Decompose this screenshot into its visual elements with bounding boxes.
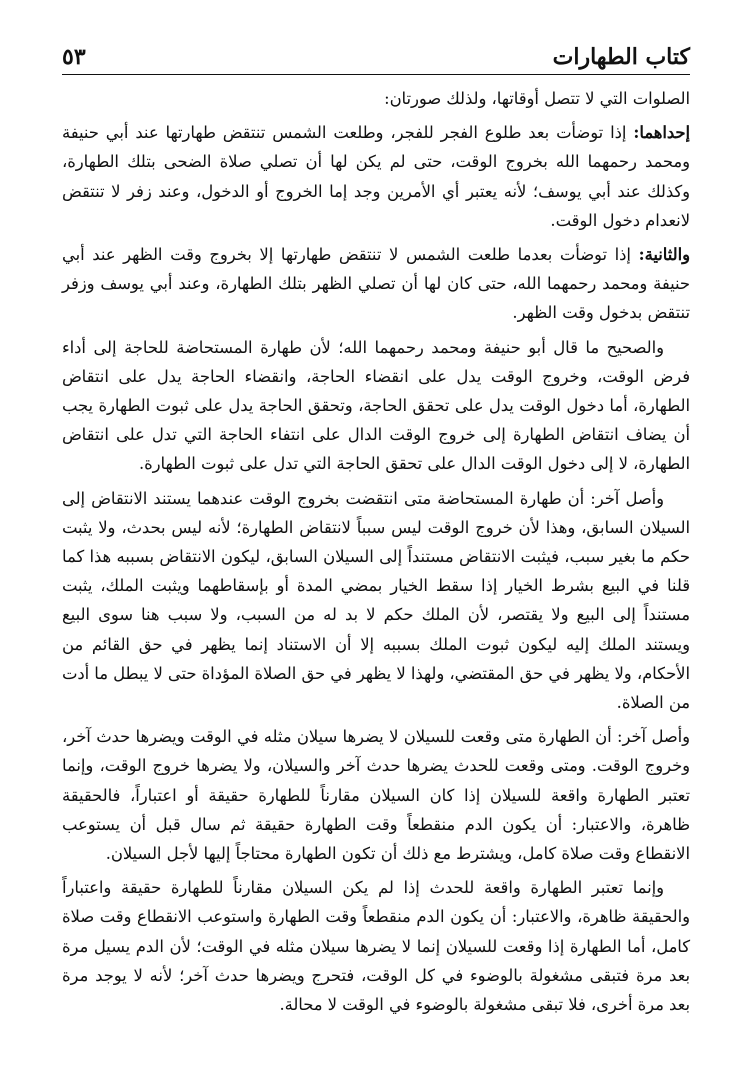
page-number: ٥٣ bbox=[62, 44, 86, 70]
paragraph-intro bbox=[62, 84, 690, 113]
paragraph-text: إذا توضأت بعد طلوع الفجر للفجر، وطلعت الشمس تنتقض طهارتها عند أبي حنيفة ومحمد رحمهما الله بخروج الوقت، حتى لم يكن لها أن تصلي صلاة الضحى بتلك الطهارة، وكذلك عند أبي يوسف؛ لأنه يعتبر أي الأمرين وجد إما الخروج أو الدخول، وعند زفر لا تنتقض لانعدام دخول الوقت. bbox=[62, 123, 690, 230]
paragraph-second-case bbox=[62, 240, 690, 328]
page-header bbox=[62, 38, 690, 75]
paragraph-lead: والثانية: bbox=[638, 245, 690, 265]
paragraph-text: والصحيح ما قال أبو حنيفة ومحمد رحمهما الله؛ لأن طهارة المستحاضة للحاجة إلى أداء فرض الوقت، وخروج الوقت يدل على انقضاء الحاجة، وانقضاء الحاجة يدل على انتقاض الطهارة، أما دخول الوقت يدل على تحقق الحاجة، وتحقق الحاجة يدل على ثبوت الطهارة يجب أن يضاف انتقاض الطهارة إلى خروج الوقت الدال على انتفاء الحاجة التي تدل على انتقاض الطهارة، لا إلى دخول الوقت الدال على تحقق الحاجة التي تدل على ثبوت الطهارة. bbox=[62, 337, 690, 474]
paragraph-text: وأصل آخر: أن طهارة المستحاضة متى انتقضت بخروج الوقت عندهما يستند الانتقاض إلى السيلان السابق، وهذا لأن خروج الوقت ليس سبباً لانتقاض الطهارة؛ لأنه ليس بحدث، ولا يثبت حكم ما بغير سبب، فيثبت الانتقاض مستنداً إلى السيلان السابق، ليكون الانتقاض بسببه هذا كما قلنا في البيع بشرط الخيار إذا سقط الخيار بمضي المدة أو بإسقاطهما ويثبت الملك، يثبت مستنداً إلى البيع ولا يقتصر، لأن الملك حكم لا بد له من السبب، ولا سبب هنا سوى البيع ويستند الملك إليه ليكون ثبوت الملك بسببه إلا أن الاستناد إنما يظهر في حق القائم من الأحكام، ولا يظهر في حق المقتضي، ولهذا لا يظهر في حق الصلاة المؤداة حتى لا يبطل ما أدت من الصلاة. bbox=[62, 488, 690, 713]
paragraph-text: الصلوات التي لا تتصل أوقاتها، ولذلك صورتان: bbox=[384, 89, 690, 108]
paragraph-another-principle-1 bbox=[62, 484, 690, 718]
paragraph-correct-opinion bbox=[62, 333, 690, 479]
paragraph-text: إذا توضأت بعدما طلعت الشمس لا تنتقض طهارتها إلا بخروج وقت الظهر عند أبي حنيفة ومحمد رحمهما الله، حتى كان لها أن تصلي الظهر بتلك الطهارة، وعند أبي يوسف وزفر تنتقض بدخول وقت الظهر. bbox=[62, 245, 690, 323]
chapter-title: كتاب الطهارات bbox=[552, 44, 690, 70]
paragraph-text: وإنما تعتبر الطهارة واقعة للحدث إذا لم يكن السيلان مقارناً للطهارة حقيقة واعتباراً والحقيقة ظاهرة، والاعتبار: أن يكون الدم منقطعاً وقت الطهارة واستوعب الانقطاع وقت صلاة كامل، أما الطهارة إذا وقعت للسيلان إنما لا يضرها سيلان مثله في الوقت؛ لأن الدم يسيل مرة بعد مرة فتبقى مشغولة بالوضوء في كل الوقت، فتحرج ويضرها حدث آخر؛ لأنه لا يوجد مرة بعد مرة أخرى، فلا تبقى مشغولة بالوضوء في الوقت لا محالة. bbox=[62, 878, 690, 1015]
paragraph-first-case bbox=[62, 118, 690, 235]
paragraph-lead: إحداهما: bbox=[633, 123, 690, 143]
paragraph-text: وأصل آخر: أن الطهارة متى وقعت للسيلان لا يضرها سيلان مثله في الوقت ويضرها حدث آخر، وخروج الوقت. ومتى وقعت للحدث يضرها حدث آخر والسيلان، ولا يضرها خروج الوقت، وإنما تعتبر الطهارة واقعة للسيلان إذا كان السيلان مقارناً للطهارة حقيقة أو اعتباراً، فالحقيقة ظاهرة، والاعتبار: أن يكون الدم منقطعاً وقت الطهارة حقيقة ثم سال قبل أن يستوعب الانقطاع وقت صلاة كامل، ويشترط مع ذلك أن تكون الطهارة محتاجاً إليها لأجل السيلان. bbox=[62, 727, 690, 864]
paragraph-another-principle-2 bbox=[62, 722, 690, 868]
page-body bbox=[62, 84, 690, 1024]
paragraph-purity-for-hadath bbox=[62, 873, 690, 1019]
